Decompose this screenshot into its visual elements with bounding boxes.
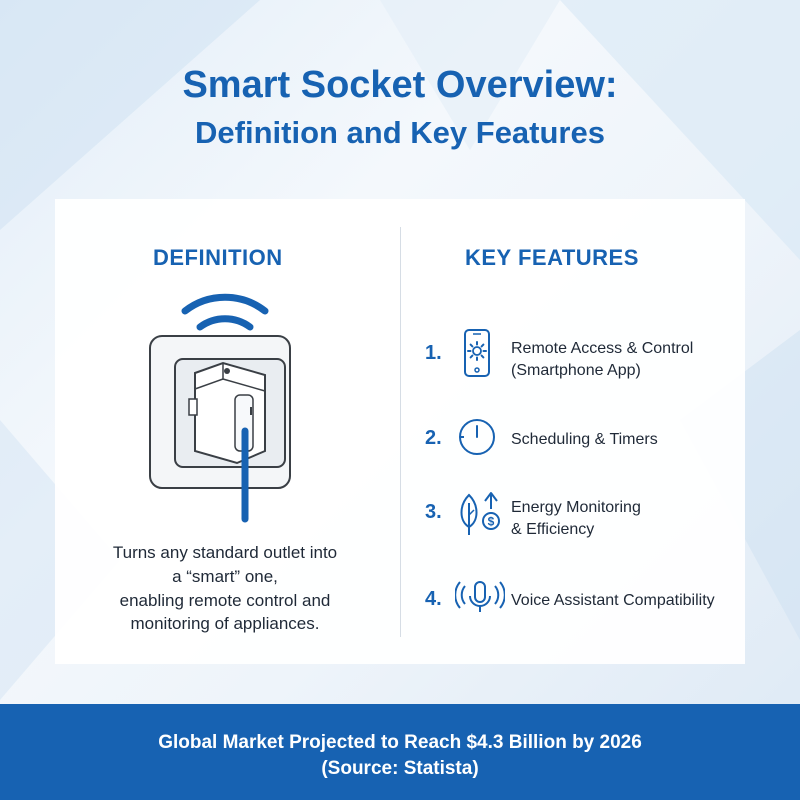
smartphone-gear-icon [455, 328, 499, 380]
feature-number: 1. [425, 342, 442, 364]
svg-text:$: $ [487, 514, 495, 529]
feature-label-line: Energy Monitoring [511, 499, 641, 516]
footer-line-2: (Source: Statista) [321, 757, 479, 779]
clock-icon [455, 413, 499, 465]
footer-banner [0, 704, 800, 800]
definition-line: a “smart” one, [172, 566, 278, 586]
feature-label-line: & Efficiency [511, 520, 595, 538]
content-panel [55, 199, 745, 664]
title-line-2: Definition and Key Features [195, 115, 605, 151]
features-heading: KEY FEATURES [465, 245, 639, 270]
feature-number: 3. [425, 501, 442, 523]
column-divider [400, 227, 401, 637]
microphone-icon [455, 574, 505, 626]
feature-label [511, 429, 658, 451]
title-line-1: Smart Socket Overview: [182, 64, 618, 106]
definition-heading: DEFINITION [153, 245, 283, 270]
definition-line: Turns any standard outlet into [112, 543, 338, 562]
footer-line-1: Global Market Projected to Reach $4.3 Billion by 2026 [158, 732, 642, 753]
smart-plug-icon [145, 291, 305, 523]
feature-item-voice-assistant [425, 588, 745, 648]
feature-number: 4. [425, 588, 442, 610]
feature-item-remote-access [425, 342, 745, 402]
leaf-dollar-icon [455, 487, 505, 539]
feature-label-line: Remote Access & Control [511, 340, 694, 357]
feature-label-line: Voice Assistant Compatibility [511, 592, 715, 609]
definition-text [75, 541, 375, 636]
feature-label [511, 497, 641, 540]
feature-item-energy-monitoring [425, 501, 745, 561]
feature-item-scheduling [425, 427, 745, 487]
feature-number: 2. [425, 427, 442, 449]
definition-line: enabling remote control and [119, 590, 331, 610]
feature-label-line: (Smartphone App) [511, 361, 641, 379]
definition-line: monitoring of appliances. [130, 614, 320, 634]
page-title [0, 62, 800, 152]
feature-label [511, 338, 693, 381]
feature-label-line: Scheduling & Timers [511, 431, 658, 448]
feature-label [511, 590, 715, 612]
